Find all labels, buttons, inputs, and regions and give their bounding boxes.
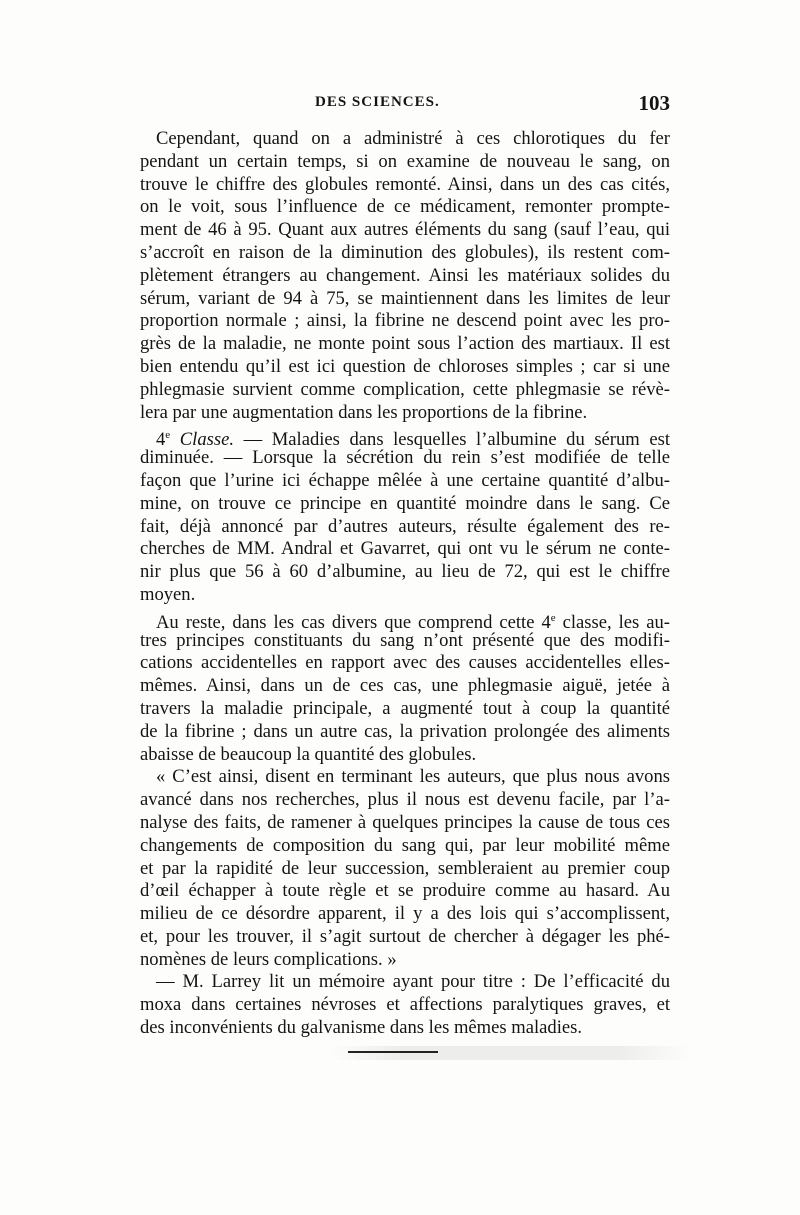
text-line: cherches de MM. Andral et Gavarret, qui ont vu le sérum ne conte-: [140, 538, 670, 560]
text-line: tres principes constituants du sang n’ont présenté que des modifi-: [140, 629, 670, 651]
text-line: et par la rapidité de leur succession, sembleraient au premier coup: [140, 857, 670, 879]
running-title: DES SCIENCES.: [315, 94, 440, 110]
text-line: diminuée. — Lorsque la sécrétion du rein s’est modifiée de telle: [140, 447, 670, 469]
text-line: façon que l’urine ici échappe mêlée à une certaine quantité d’albu-: [140, 469, 670, 491]
text-line: lera par une augmentation dans les proportions de la fibrine.: [140, 401, 588, 423]
text-line: — M. Larrey lit un mémoire ayant pour titre : De l’efficacité du: [156, 971, 670, 993]
text-line: plètement étrangers au changement. Ainsi les matériaux solides du: [140, 264, 670, 286]
text-line: milieu de ce désordre apparent, il y a des lois qui s’accomplissent,: [140, 903, 670, 925]
bottom-rule: [348, 1051, 438, 1053]
text-line: Au reste, dans les cas divers que comprend cette 4e classe, les au-: [156, 611, 671, 633]
text-line: mêmes. Ainsi, dans un de ces cas, une phlegmasie aiguë, jetée à: [140, 675, 670, 697]
text-line: des inconvénients du galvanisme dans les mêmes maladies.: [140, 1017, 583, 1039]
text-line: abaisse de beaucoup la quantité des globules.: [140, 743, 477, 765]
text-line: « C’est ainsi, disent en terminant les auteurs, que plus nous avons: [156, 766, 670, 788]
page-header: [140, 91, 670, 122]
body-text: [140, 128, 670, 1040]
text-line: et, pour les trouver, il s’agit surtout de chercher à dégager les phé-: [140, 925, 670, 947]
bleed-through-shadow: [330, 1046, 690, 1060]
text-line: grès de la maladie, ne monte point sous l’action des martiaux. Il est: [140, 333, 670, 355]
text-line: s’accroît en raison de la diminution des globules), ils restent com-: [140, 241, 670, 263]
text-line: trouve le chiffre des globules remonté. Ainsi, dans un des cas cités,: [140, 173, 670, 195]
text-line: moxa dans certaines névroses et affections paralytiques graves, et: [140, 994, 670, 1016]
page-number: 103: [638, 91, 670, 115]
text-line: d’œil échapper à toute règle et se produire comme au hasard. Au: [140, 880, 670, 902]
text-line: ment de 46 à 95. Quant aux autres éléments du sang (sauf l’eau, qui: [140, 219, 670, 241]
text-line: phlegmasie survient comme complication, cette phlegmasie se révè-: [140, 378, 670, 400]
text-line: cations accidentelles en rapport avec des causes accidentelles elles-: [140, 652, 670, 674]
text-line: travers la maladie principale, a augmenté tout à coup la quantité: [140, 697, 670, 719]
text-line: nalyse des faits, de ramener à quelques principes la cause de tous ces: [140, 811, 670, 833]
text-line: changements de composition du sang qui, par leur mobilité même: [140, 834, 670, 856]
text-line: proportion normale ; ainsi, la fibrine ne descend point avec les pro-: [140, 310, 670, 332]
text-line: 4e Classe. — Maladies dans lesquelles l’albumine du sérum est: [156, 429, 670, 451]
text-line: pendant un certain temps, si on examine de nouveau le sang, on: [140, 150, 670, 172]
text-line: sérum, variant de 94 à 75, se maintiennent dans les limites de leur: [140, 287, 670, 309]
text-line: nomènes de leurs complications. »: [140, 948, 397, 970]
text-line: nir plus que 56 à 60 d’albumine, au lieu de 72, qui est le chiffre: [140, 561, 670, 583]
text-line: moyen.: [140, 583, 196, 605]
text-line: mine, on trouve ce principe en quantité moindre dans le sang. Ce: [140, 492, 670, 514]
text-line: de la fibrine ; dans un autre cas, la privation prolongée des aliments: [140, 720, 670, 742]
text-line: fait, déjà annoncé par d’autres auteurs, résulte également des re-: [140, 515, 670, 537]
text-line: bien entendu qu’il est ici question de chloroses simples ; car si une: [140, 355, 670, 377]
text-line: avancé dans nos recherches, plus il nous est devenu facile, par l’a-: [140, 789, 670, 811]
text-line: on le voit, sous l’influence de ce médicament, remonter prompte-: [140, 196, 670, 218]
text-line: Cependant, quand on a administré à ces chlorotiques du fer: [156, 128, 670, 149]
